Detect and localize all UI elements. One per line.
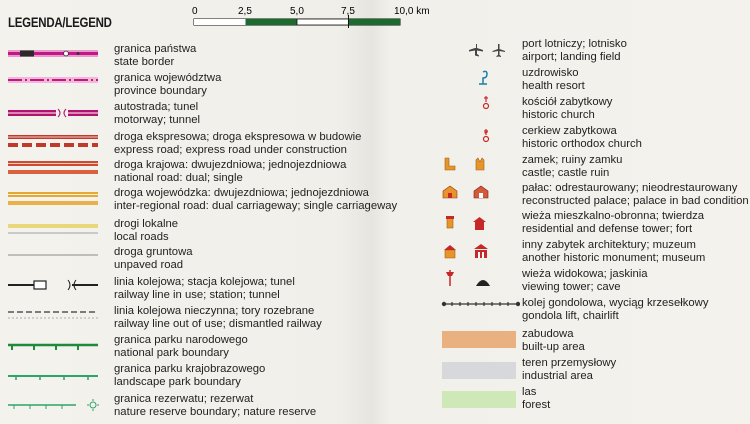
legend-entry-palace [522,182,749,208]
legend-entry-railway [114,276,295,302]
label-en: national road: dual; single [114,172,243,184]
label-pl: cerkiew zabytkowa [522,125,617,137]
orthodox-church-icon [484,129,489,142]
label-pl: linia kolejowa nieczynna; tory rozebrane [114,305,315,317]
label-en: express road; express road under construction [114,144,347,156]
legend-entry-castle [522,154,622,180]
label-en: forest [522,399,551,411]
legend-entry-landscape-park [114,363,265,389]
forest-area-swatch [442,391,516,408]
label-pl: kolej gondolowa, wyciąg krzesełkowy [522,297,709,309]
railway-disused-symbol [8,312,98,318]
province-boundary-symbol [8,77,98,83]
label-pl: granica parku krajobrazowego [114,363,266,375]
label-en: castle; castle ruin [522,167,610,179]
label-en: landscape park boundary [114,376,241,388]
legend-entry-orthodox-church [522,125,642,151]
legend-entry-monument [522,239,705,265]
monument-icon [444,244,488,258]
legend-entry-expressway [114,131,361,157]
tower-icon [446,216,486,230]
legend-title: LEGENDA/LEGEND [8,14,112,30]
scale-bar [188,2,448,33]
health-resort-icon [479,71,487,84]
legend-entry-church [522,96,612,122]
label-en: viewing tower; cave [522,281,621,293]
scale-segment-2 [246,19,298,25]
railway-symbol [8,280,98,290]
legend-entry-industrial [522,357,616,383]
airport-icon [469,44,505,57]
label-pl: droga wojewódzka: dwujezdniowa; jednojezdniowa [114,187,369,199]
label-pl: zamek; ruiny zamku [522,154,623,166]
legend-entry-railway-disused [114,305,322,331]
landscape-park-symbol [8,376,98,380]
label-pl: kościół zabytkowy [522,96,613,108]
label-pl: linia kolejowa; stacja kolejowa; tunel [114,276,295,288]
label-en: railway line in use; station; tunnel [114,289,280,301]
label-pl: granica państwa [114,43,197,55]
label-en: historic orthodox church [522,138,642,150]
national-park-symbol [8,345,98,350]
label-pl: inny zabytek architektury; muzeum [522,239,696,251]
label-pl: granica województwa [114,72,222,84]
industrial-area-swatch [442,362,516,379]
legend-entry-national-park [114,334,248,360]
church-icon [484,96,489,109]
label-en: railway line out of use; dismantled railway [114,318,322,330]
label-pl: zabudowa [522,328,574,340]
scale-label-25: 2,5 [238,6,252,17]
scale-label-0: 0 [192,6,198,17]
nature-reserve-symbol [8,399,99,411]
label-en: another historic monument; museum [522,252,706,264]
legend-entry-viewing-tower [522,268,648,294]
castle-icon [445,158,484,170]
label-en: residential and defense tower; fort [522,223,693,235]
label-pl: teren przemysłowy [522,357,617,369]
label-pl: wieża mieszkalno-obronna; twierdza [522,210,705,222]
label-pl: droga ekspresowa; droga ekspresowa w budowie [114,131,362,143]
right-symbols [440,36,520,416]
scale-segment-4 [349,19,401,25]
legend-entry-builtup [522,328,585,354]
motorway-symbol [8,109,98,117]
left-symbols [6,46,106,416]
scale-segment-1 [194,19,246,25]
label-pl: droga krajowa: dwujezdniowa; jednojezdniowa [114,159,347,171]
builtup-area-swatch [442,331,516,348]
legend-entry-regional-road [114,187,397,213]
label-en: unpaved road [114,259,184,271]
label-pl: droga gruntowa [114,246,193,258]
legend-entry-health-resort [522,67,585,93]
legend-entry-tower [522,210,704,236]
label-en: motorway; tunnel [114,114,201,126]
label-en: health resort [522,80,585,92]
label-pl: port lotniczy; lotnisko [522,38,627,50]
label-en: historic church [522,109,595,121]
label-en: industrial area [522,370,593,382]
legend-entry-state-border [114,43,196,69]
label-pl: wieża widokowa; jaskinia [522,268,648,280]
legend-entry-nature-reserve [114,393,316,419]
viewing-tower-icon [446,270,490,286]
label-en: state border [114,56,175,68]
label-pl: las [522,386,537,398]
label-pl: granica parku narodowego [114,334,248,346]
local-road-symbol [8,224,98,234]
legend-entry-unpaved-road [114,246,193,272]
label-en: national park boundary [114,347,229,359]
legend-entry-forest [522,386,550,412]
label-en: province boundary [114,85,207,97]
label-pl: drogi lokalne [114,218,179,230]
palace-icon [443,186,488,198]
label-en: built-up area [522,341,585,353]
label-en: gondola lift, chairlift [522,310,619,322]
gondola-lift-symbol [442,302,519,306]
scale-label-100: 10,0 km [394,6,430,17]
label-en: nature reserve boundary; nature reserve [114,406,317,418]
state-border-symbol [8,50,98,57]
legend-entry-national-road [114,159,346,185]
label-en: inter-regional road: dual carriageway; single carriageway [114,200,398,212]
label-en: reconstructed palace; palace in bad condition [522,195,749,207]
legend-entry-motorway [114,101,200,127]
legend-entry-airport [522,38,627,64]
scale-label-75: 7,5 [341,6,355,17]
scale-bar-graphic [188,2,448,28]
scale-label-50: 5,0 [290,6,304,17]
legend-entry-province-boundary [114,72,221,98]
label-pl: autostrada; tunel [114,101,199,113]
expressway-symbol [8,135,98,145]
label-pl: granica rezerwatu; rezerwat [114,393,254,405]
label-pl: uzdrowisko [522,67,579,79]
scale-segment-3 [297,19,349,25]
national-road-symbol [8,161,98,174]
legend-entry-local-roads [114,218,178,244]
legend-entry-gondola-lift [522,297,709,323]
regional-road-symbol [8,192,98,205]
label-en: airport; landing field [522,51,621,63]
label-en: local roads [114,231,169,243]
label-pl: pałac: odrestaurowany; nieodrestaurowany [522,182,738,194]
